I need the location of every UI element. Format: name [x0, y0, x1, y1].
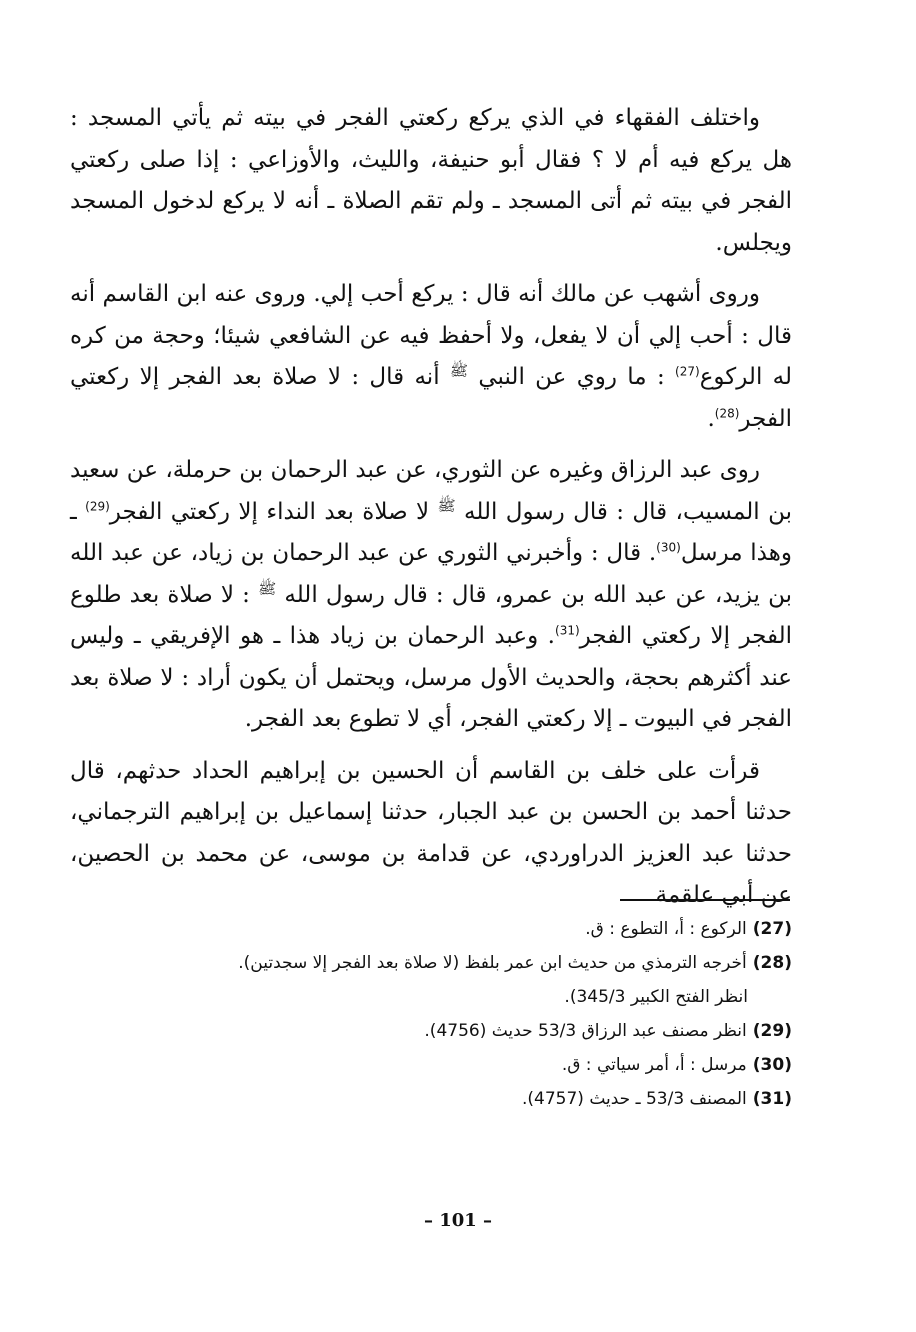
footnote-reference: (29)	[85, 498, 110, 513]
footnote-text: الركوع : أ، التطوع : ق.	[585, 919, 747, 939]
footnote-number: (29)	[752, 1021, 792, 1041]
paragraph-text: : لا صلاة بعد طلوع الفجر إلا ركعتي الفجر	[70, 581, 793, 649]
footnote-reference: (30)	[656, 540, 681, 555]
paragraph	[70, 98, 792, 264]
footnote-number: (27)	[752, 919, 792, 939]
paragraph-text: قرأت على خلف بن القاسم أن الحسين بن إبراهيم الحداد حدثهم، قال حدثنا أحمد بن الحسن بن عبد الجبار، حدثنا إسماعيل بن إبراهيم الترجماني، حدثنا عبد العزيز الدراوردي، عن قدامة بن موسى، عن محمد بن الحصين، عن أبي علقمة	[70, 757, 792, 908]
footnote-reference: (27)	[675, 364, 700, 379]
salutation-glyph: ﷺ	[449, 361, 469, 380]
footnote-text: انظر الفتح الكبير 345/3).	[564, 987, 748, 1007]
paragraph	[70, 450, 792, 741]
paragraph-text: وروى أشهب عن مالك أنه قال : يركع أحب إلي. وروى عنه ابن القاسم أنه قال : أحب إلي أن لا يفعل، ولا أحفظ فيه عن الشافعي شيئا؛ وحجة من كره له الركوع	[70, 281, 793, 390]
paragraph-text: : ما روي عن النبي	[468, 364, 676, 390]
footnote	[132, 912, 792, 946]
footnote-number: (31)	[752, 1089, 792, 1109]
footnote-text: مرسل : أ، أمر سياتي : ق.	[561, 1055, 747, 1075]
paragraph	[70, 751, 792, 917]
paragraph-text: أنه قال : لا صلاة بعد الفجر إلا ركعتي الفجر	[70, 364, 792, 432]
footnote	[132, 1048, 792, 1082]
paragraph-text: . وعبد الرحمان بن زياد هذا ـ هو الإفريقي ـ وليس عند أكثرهم بحجة، والحديث الأول مرسل، ويحتمل أن يكون أراد : لا صلاة بعد الفجر في البيوت ـ إلا ركعتي الفجر، أي لا تطوع بعد الفجر.	[70, 623, 792, 732]
footnote-text: انظر مصنف عبد الرزاق 53/3 حديث (4756).	[424, 1021, 747, 1041]
paragraph-text: .	[707, 405, 715, 432]
paragraph-text: روى عبد الرزاق وغيره عن الثوري، عن عبد الرحمان بن حرملة، عن سعيد بن المسيب، قال : قال رسول الله	[70, 457, 792, 525]
footnote	[132, 946, 792, 1014]
page-number: – 101 –	[423, 1210, 493, 1231]
paragraph-text: واختلف الفقهاء في الذي يركع ركعتي الفجر في بيته ثم يأتي المسجد : هل يركع فيه أم لا ؟ فقال أبو حنيفة، والليث، والأوزاعي : إذا صلى ركعتي الفجر في بيته ثم أتى المسجد ـ ولم تقم الصلاة ـ أنه لا يركع لدخول المسجد ويجلس.	[70, 105, 792, 256]
paragraph-text: لا صلاة بعد النداء إلا ركعتي الفجر	[109, 498, 438, 525]
footnote-text: المصنف 53/3 ـ حديث (4757).	[521, 1089, 747, 1109]
footnote	[132, 1014, 792, 1048]
main-text	[70, 98, 792, 927]
footnote-separator	[620, 899, 790, 901]
salutation-glyph: ﷺ	[258, 578, 277, 597]
footnote-number: (30)	[752, 1055, 792, 1075]
footnote-reference: (28)	[714, 405, 740, 420]
footnotes	[132, 912, 792, 1116]
paragraph-text: . قال : وأخبرني الثوري عن عبد الرحمان بن زياد، عن عبد الله بن يزيد، عن عبد الله بن عمرو، قال : قال رسول الله	[70, 540, 792, 608]
footnote-reference: (31)	[555, 623, 580, 638]
footnote	[132, 1082, 792, 1116]
footnote-text: أخرجه الترمذي من حديث ابن عمر بلفظ (لا صلاة بعد الفجر إلا سجدتين).	[238, 953, 747, 973]
paragraph	[70, 274, 792, 440]
salutation-glyph: ﷺ	[437, 495, 456, 514]
footnote-number: (28)	[752, 953, 792, 973]
paragraph-text: ـ وهذا مرسل	[70, 498, 792, 566]
